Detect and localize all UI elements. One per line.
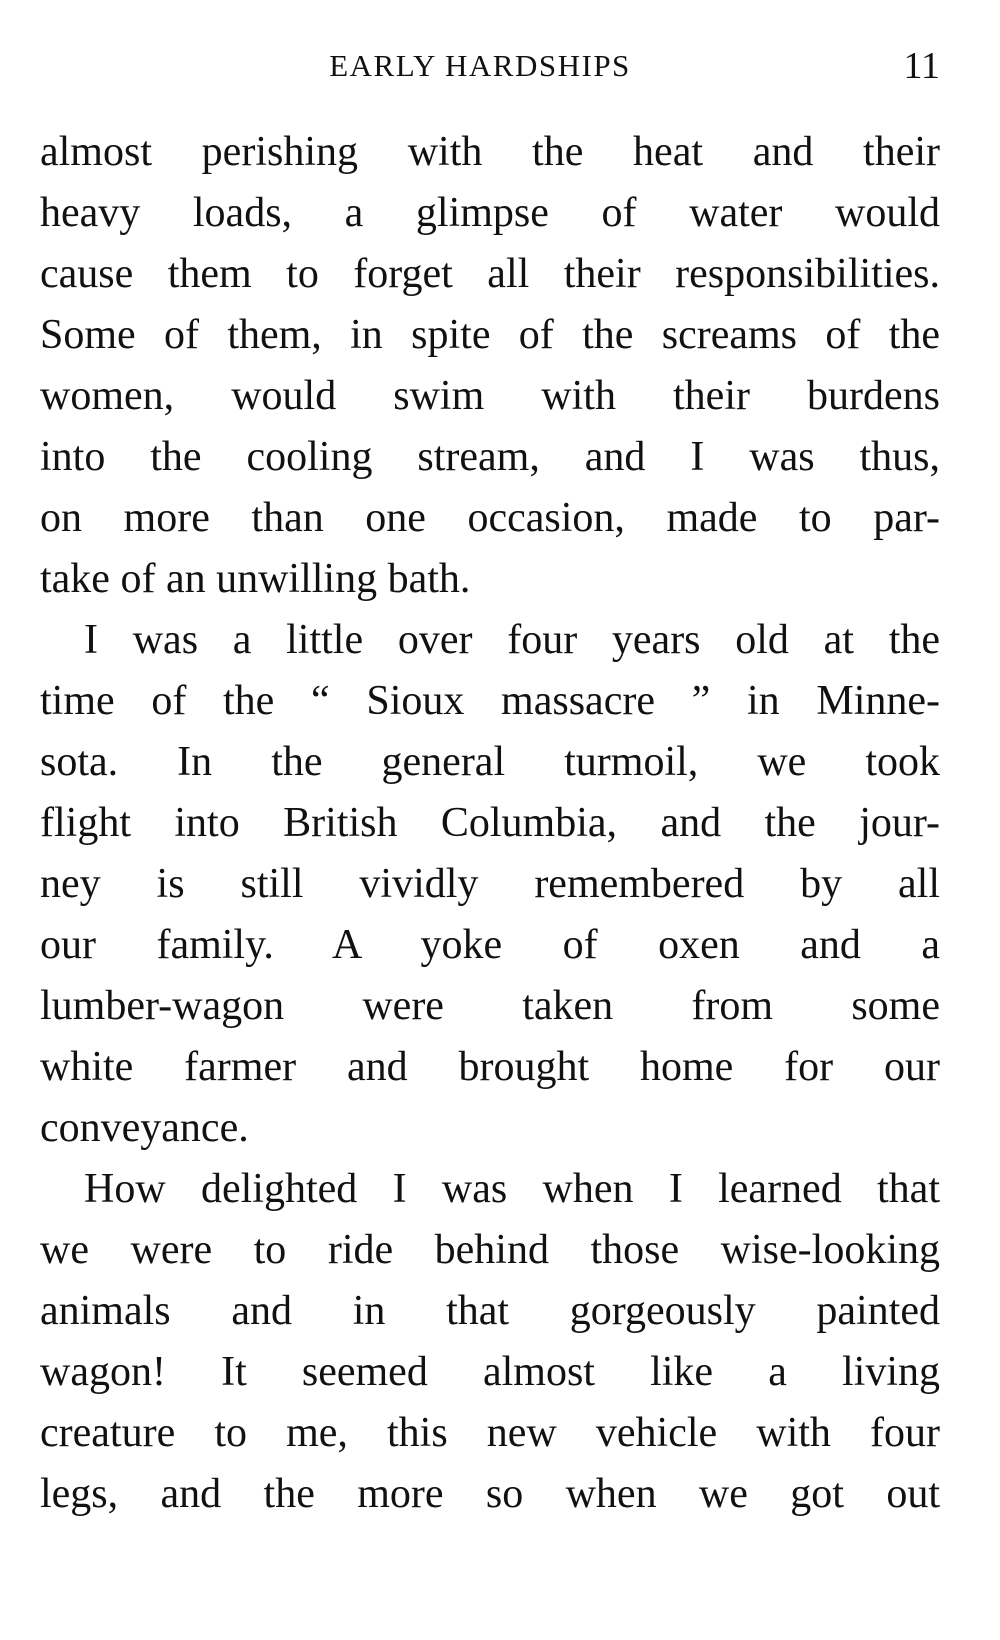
text-line: Some of them, in spite of the screams of the bbox=[40, 312, 940, 358]
text-line: I was a little over four years old at the bbox=[84, 617, 940, 663]
body-text bbox=[40, 122, 940, 1525]
paragraph-3 bbox=[40, 1159, 940, 1525]
text-line: lumber-wagon were taken from some bbox=[40, 983, 940, 1029]
paragraph-2 bbox=[40, 610, 940, 1159]
running-title: EARLY HARDSHIPS bbox=[329, 48, 631, 83]
text-line: animals and in that gorgeously painted bbox=[40, 1288, 940, 1334]
text-line: white farmer and brought home for our bbox=[40, 1044, 940, 1090]
text-line: heavy loads, a glimpse of water would bbox=[40, 190, 940, 236]
text-line: into the cooling stream, and I was thus, bbox=[40, 434, 940, 480]
paragraph-1 bbox=[40, 122, 940, 610]
text-line: women, would swim with their burdens bbox=[40, 373, 940, 419]
text-line: creature to me, this new vehicle with four bbox=[40, 1410, 940, 1456]
text-line: almost perishing with the heat and their bbox=[40, 129, 940, 175]
text-line: flight into British Columbia, and the jour- bbox=[40, 800, 940, 846]
text-line: we were to ride behind those wise-looking bbox=[40, 1227, 940, 1273]
page-number: 11 bbox=[903, 45, 940, 87]
text-line: legs, and the more so when we got out bbox=[40, 1471, 940, 1517]
text-line: ney is still vividly remembered by all bbox=[40, 861, 940, 907]
text-line: wagon! It seemed almost like a living bbox=[40, 1349, 940, 1395]
text-line: take of an unwilling bath. bbox=[40, 556, 471, 602]
text-line: sota. In the general turmoil, we took bbox=[40, 739, 940, 785]
text-line: cause them to forget all their responsibilities. bbox=[40, 251, 940, 297]
text-line: time of the “ Sioux massacre ” in Minne- bbox=[40, 678, 940, 724]
text-line: conveyance. bbox=[40, 1105, 249, 1151]
text-line: our family. A yoke of oxen and a bbox=[40, 922, 940, 968]
text-line: How delighted I was when I learned that bbox=[84, 1166, 940, 1212]
text-line: on more than one occasion, made to par- bbox=[40, 495, 940, 541]
running-head bbox=[0, 44, 1000, 94]
